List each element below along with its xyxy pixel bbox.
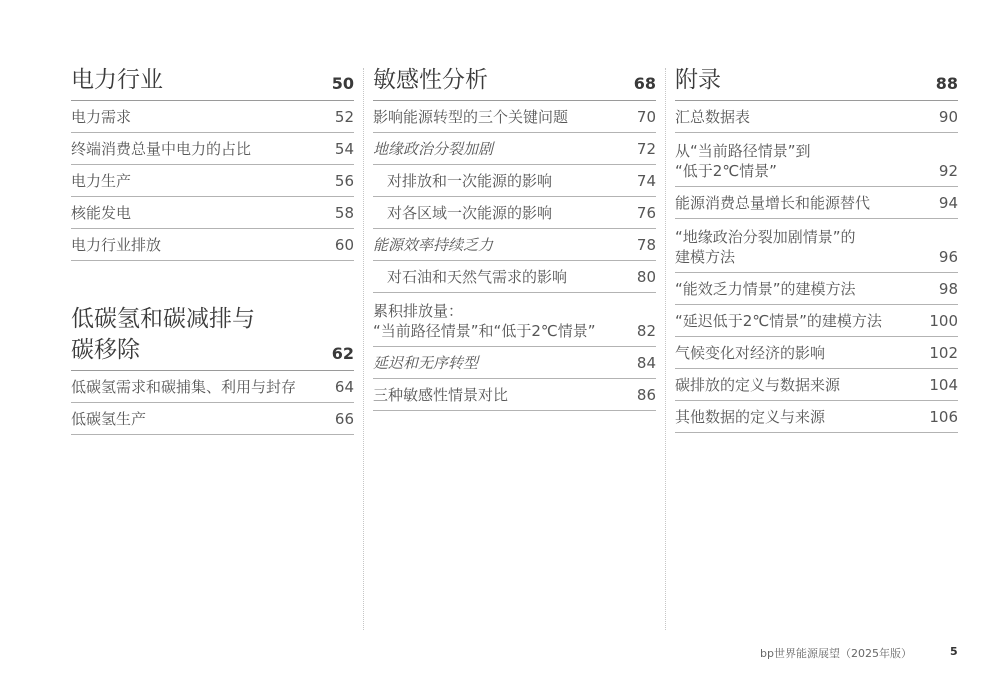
toc-subsection-entry[interactable] xyxy=(373,347,656,379)
section-title-line: 碳移除 xyxy=(71,337,140,363)
entry-label: 延迟和无序转型 xyxy=(373,354,479,372)
toc-entry[interactable] xyxy=(71,165,354,197)
entry-page-number: 96 xyxy=(938,248,958,266)
entry-page-number: 98 xyxy=(938,280,958,298)
entry-label xyxy=(675,227,856,267)
toc-entry[interactable] xyxy=(675,101,958,133)
entry-label: 气候变化对经济的影响 xyxy=(675,344,826,362)
entry-label: 电力需求 xyxy=(71,108,132,126)
entry-page-number: 74 xyxy=(636,172,656,190)
toc-entry[interactable] xyxy=(675,305,958,337)
entry-label: “能效乏力情景”的建模方法 xyxy=(675,280,856,298)
entry-page-number: 100 xyxy=(929,312,958,330)
entry-page-number: 82 xyxy=(636,322,656,340)
entry-label: 对各区域一次能源的影响 xyxy=(387,204,553,222)
entry-label-line: 累积排放量： xyxy=(373,302,464,320)
toc-entry[interactable] xyxy=(71,197,354,229)
section-title: 敏感性分析 xyxy=(373,67,488,93)
toc-entry[interactable] xyxy=(675,133,958,187)
column-divider xyxy=(665,68,666,630)
toc-entry[interactable] xyxy=(71,229,354,261)
section-page-number: 62 xyxy=(331,344,354,363)
toc-subsection-entry[interactable] xyxy=(373,133,656,165)
entry-page-number: 60 xyxy=(334,236,354,254)
entry-label: 能源效率持续乏力 xyxy=(373,236,494,254)
entry-page-number: 80 xyxy=(636,268,656,286)
toc-entry[interactable] xyxy=(71,101,354,133)
toc-entry[interactable] xyxy=(675,273,958,305)
toc-entry[interactable] xyxy=(373,101,656,133)
entry-page-number: 52 xyxy=(334,108,354,126)
entry-label: 对排放和一次能源的影响 xyxy=(387,172,553,190)
entry-label: 对石油和天然气需求的影响 xyxy=(387,268,568,286)
entry-label-line: “低于2℃情景” xyxy=(675,162,777,180)
entry-page-number: 90 xyxy=(938,108,958,126)
toc-entry[interactable] xyxy=(373,197,656,229)
entry-label: 碳排放的定义与数据来源 xyxy=(675,376,841,394)
entry-label-line: “地缘政治分裂加剧情景”的 xyxy=(675,228,856,246)
entry-page-number: 70 xyxy=(636,108,656,126)
entry-label-line: 建模方法 xyxy=(675,248,736,266)
toc-section-heading[interactable] xyxy=(71,304,354,371)
entry-label: 电力生产 xyxy=(71,172,132,190)
toc-entry[interactable] xyxy=(71,371,354,403)
toc-entry[interactable] xyxy=(675,337,958,369)
entry-label-line: “当前路径情景”和“低于2℃情景” xyxy=(373,322,596,340)
toc-entry[interactable] xyxy=(373,165,656,197)
toc-entry[interactable] xyxy=(373,379,656,411)
toc-entry[interactable] xyxy=(675,401,958,433)
entry-label: 三种敏感性情景对比 xyxy=(373,386,509,404)
toc-entry[interactable] xyxy=(675,369,958,401)
toc-section-heading[interactable] xyxy=(373,64,656,101)
toc-section-heading[interactable] xyxy=(675,64,958,101)
page-number: 5 xyxy=(950,645,958,658)
entry-page-number: 86 xyxy=(636,386,656,404)
toc-column-1 xyxy=(71,64,354,435)
entry-label: 低碳氢需求和碳捕集、利用与封存 xyxy=(71,378,297,396)
entry-label: 影响能源转型的三个关键问题 xyxy=(373,108,569,126)
entry-label: 其他数据的定义与来源 xyxy=(675,408,826,426)
section-title: 电力行业 xyxy=(71,67,163,93)
entry-page-number: 56 xyxy=(334,172,354,190)
entry-label: 地缘政治分裂加剧 xyxy=(373,140,494,158)
section-title-line: 低碳氢和碳减排与 xyxy=(71,306,255,332)
entry-label: 终端消费总量中电力的占比 xyxy=(71,140,252,158)
entry-page-number: 54 xyxy=(334,140,354,158)
toc-section-heading[interactable] xyxy=(71,64,354,101)
section-page-number: 50 xyxy=(331,74,354,93)
toc-entry[interactable] xyxy=(373,293,656,347)
toc-entry[interactable] xyxy=(675,219,958,273)
entry-label-line: 从“当前路径情景”到 xyxy=(675,142,811,160)
toc-subsection-entry[interactable] xyxy=(373,229,656,261)
toc-column-2 xyxy=(373,64,656,411)
entry-label: 电力行业排放 xyxy=(71,236,162,254)
entry-page-number: 106 xyxy=(929,408,958,426)
column-divider xyxy=(363,68,364,630)
entry-page-number: 78 xyxy=(636,236,656,254)
toc-column-3 xyxy=(675,64,958,433)
entry-label: “延迟低于2℃情景”的建模方法 xyxy=(675,312,882,330)
toc-entry[interactable] xyxy=(71,403,354,435)
entry-page-number: 104 xyxy=(929,376,958,394)
entry-page-number: 76 xyxy=(636,204,656,222)
toc-entry[interactable] xyxy=(373,261,656,293)
entry-page-number: 66 xyxy=(334,410,354,428)
entry-page-number: 64 xyxy=(334,378,354,396)
entry-label xyxy=(373,301,595,341)
entry-page-number: 102 xyxy=(929,344,958,362)
section-title xyxy=(71,304,255,366)
section-title: 附录 xyxy=(675,67,721,93)
entry-label: 汇总数据表 xyxy=(675,108,751,126)
entry-page-number: 84 xyxy=(636,354,656,372)
entry-label xyxy=(675,141,811,181)
entry-page-number: 58 xyxy=(334,204,354,222)
publication-title: bp世界能源展望（2025年版） xyxy=(760,647,912,660)
entry-label: 能源消费总量增长和能源替代 xyxy=(675,194,871,212)
toc-entry[interactable] xyxy=(71,133,354,165)
entry-page-number: 94 xyxy=(938,194,958,212)
entry-label: 低碳氢生产 xyxy=(71,410,147,428)
entry-label: 核能发电 xyxy=(71,204,132,222)
section-page-number: 68 xyxy=(633,74,656,93)
entry-page-number: 92 xyxy=(938,162,958,180)
section-page-number: 88 xyxy=(935,74,958,93)
toc-entry[interactable] xyxy=(675,187,958,219)
entry-page-number: 72 xyxy=(636,140,656,158)
